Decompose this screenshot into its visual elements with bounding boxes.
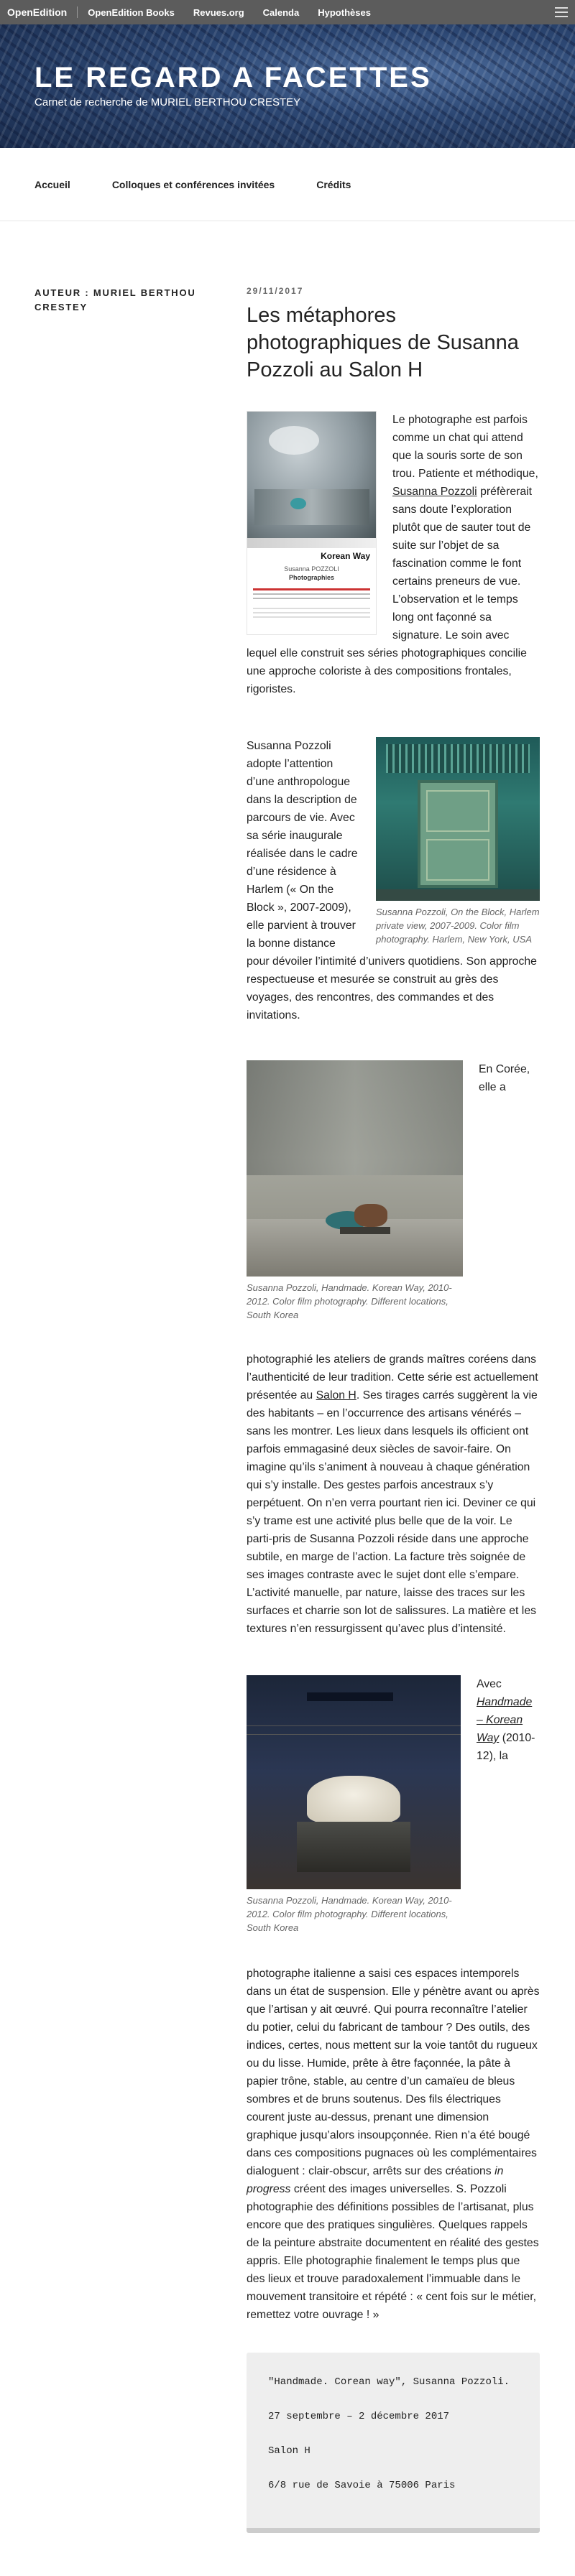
- nav-item-colloques[interactable]: Colloques et conférences invitées: [111, 178, 275, 190]
- handmade-series-link[interactable]: Handmade – Korean Way: [477, 1696, 533, 1744]
- topbar-link-calenda[interactable]: Calenda: [262, 6, 300, 18]
- paragraph-korea: photographié les ateliers de grands maîtres coréens dans l’authenticité de leur tradition. Cette série est actuellement présentée au Salon H. Ses tirages carrés suggèrent la vie des habitants – en l’occurrence des artisans vénérés – sans les montrer. Les lieux dans lesquels ils officient ont parfois emmagasiné deux siècles de savoir-faire. On imagine qu’ils s’animent à nouveau à chaque génération qui s’y installe. Des gestes parfois ancestraux s’y perpétuent. On n’en verra pourtant rien ici. Deviner ce qui s’y trame est une activité plus belle que de la voir. Le parti-pris de Susanna Pozzoli réside dans une approche subtile, en marge de l’action. La facture très soignée de ses images contraste avec le sujet dont elle s’empare. L’activité manuelle, par nature, laisse des traces sur les surfaces et charrie son lot de salissures. La matière et les textures n’en ressurgissent qu’avec plus d’intensité.: [247, 1353, 538, 1635]
- korea-block: [247, 1060, 540, 1326]
- exhibition-dates-line: 27 septembre – 2 décembre 2017: [268, 2411, 450, 2422]
- caption-handmade-2: Susanna Pozzoli, Handmade. Korean Way, 2010-2012. Color film photography. Different locations, South Korea: [247, 1895, 452, 1933]
- site-title[interactable]: LE REGARD A FACETTES: [34, 62, 432, 93]
- nav-item-accueil[interactable]: Accueil: [34, 178, 70, 190]
- post-article: [247, 286, 540, 2576]
- photo-handmade-paper[interactable]: [247, 1675, 461, 1889]
- post-date[interactable]: 29/11/2017: [247, 286, 304, 296]
- salon-h-link[interactable]: Salon H: [316, 1389, 356, 1401]
- paragraph-handmade-lead: Avec Handmade – Korean Way (2010-12), la: [477, 1678, 535, 1762]
- author-archive-label: AUTEUR : MURIEL BERTHOU CRESTEY: [34, 287, 196, 312]
- site-header: [0, 24, 575, 148]
- openedition-topbar: [0, 0, 575, 24]
- topbar-divider: [77, 6, 78, 18]
- topbar-link-hypotheses[interactable]: Hypothèses: [318, 6, 371, 18]
- topbar-link-books[interactable]: OpenEdition Books: [88, 6, 175, 18]
- paragraph-handmade: photographe italienne a saisi ces espaces intemporels dans un état de suspension. Elle y pénètre avant ou après que l’artisan y ait œuvré. Qui pourra reconnaître l’atelier du potier, celui du fabricant de tambour ? Des outils, des indices, certes, nous mettent sur la voie tantôt du rugueux ou du lisse. Humide, prête à être façonnée, la pâte à papier trône, stable, au centre d’un camaïeu de bleus sombres et de bruns soutenus. Des fils électriques courent juste au-dessus, prenant une dimension graphique jusqu’alors insoupçonnée. Rien n’a été bougé dans ces compositions pugnaces où les complémentaires dialoguent : clair-obscur, arrêts sur des créations in progress créent des images universelles. S. Pozzoli photographie des définitions possibles de l’artisanat, plus encore que des pratiques singulières. Quelques rappels de la peinture abstraite documentent en réalité des gestes appris. Elle photographie finalement le temps plus que des lieux et trouve paradoxalement l’immuable dans le mouvement transitoire et répété : « cent fois sur le métier, remettez votre ouvrage ! »: [247, 1968, 540, 2321]
- content-area: [0, 221, 575, 2576]
- main-navigation: [0, 148, 575, 221]
- bottom-spacer: [247, 2533, 540, 2576]
- handmade-block: [247, 1675, 540, 1939]
- flyer-artist-name: Susanna POZZOLI: [284, 565, 339, 573]
- photo-handmade-pottery[interactable]: [247, 1060, 463, 1277]
- flyer-logo: Korean Way: [321, 551, 370, 561]
- exhibition-address-line: 6/8 rue de Savoie à 75006 Paris: [268, 2480, 456, 2491]
- post-title[interactable]: Les métaphores photographiques de Susanna Pozzoli au Salon H: [247, 304, 519, 381]
- paragraph-intro: Le photographe est parfois comme un chat qui attend que la souris sorte de son trou. Patiente et méthodique, Susanna Pozzoli préfèrerait sans doute l’exploration plutôt que de sauter tout de suite sur l’objet de sa fascination comme le font certains preneurs de vue. L’observation et le temps long ont façonné sa signature. Le soin avec lequel elle construit ses séries photographiques concilie une approche coloriste à des compositions frontales, rigoristes.: [247, 414, 538, 695]
- hamburger-menu-icon[interactable]: [555, 7, 568, 17]
- exhibition-flyer-image[interactable]: [247, 411, 377, 635]
- photo-on-the-block[interactable]: [376, 737, 540, 901]
- artist-link[interactable]: Susanna Pozzoli: [392, 486, 477, 498]
- intro-block: [247, 411, 540, 698]
- harlem-block: [247, 737, 540, 1024]
- paragraph-korea-lead: En Corée, elle a: [479, 1063, 530, 1093]
- caption-handmade-1: Susanna Pozzoli, Handmade. Korean Way, 2010-2012. Color film photography. Different locations, South Korea: [247, 1282, 452, 1320]
- flyer-subtitle: Photographies: [288, 574, 334, 581]
- exhibition-info-block: [247, 2353, 540, 2533]
- paragraph-harlem: Susanna Pozzoli adopte l’attention d’une anthropologue dans la description de parcours de vie. Avec sa série inaugurale réalisée dans le cadre d’une résidence à Harlem (« On the Block », 2007-2009), elle parvient à trouver la bonne distance pour dévoiler l’intimité d’univers quotidiens. Son approche respectueuse et mesurée se construit au grès des voyages, des rencontres, des commandes et des invitations.: [247, 740, 537, 1021]
- site-tagline: Carnet de recherche de MURIEL BERTHOU CRESTEY: [34, 96, 301, 108]
- figure-handmade-1: [247, 1060, 463, 1322]
- openedition-logo-link[interactable]: OpenEdition: [7, 6, 68, 18]
- figure-handmade-2: [247, 1675, 461, 1935]
- caption-on-the-block: Susanna Pozzoli, On the Block, Harlem private view, 2007-2009. Color film photography. Harlem, New York, USA: [376, 907, 540, 945]
- exhibition-venue-line: Salon H: [268, 2445, 310, 2457]
- figure-on-the-block: [376, 737, 540, 946]
- exhibition-title-line: "Handmade. Corean way", Susanna Pozzoli.: [268, 2376, 510, 2388]
- topbar-link-revues[interactable]: Revues.org: [193, 6, 244, 18]
- nav-item-credits[interactable]: Crédits: [316, 178, 351, 190]
